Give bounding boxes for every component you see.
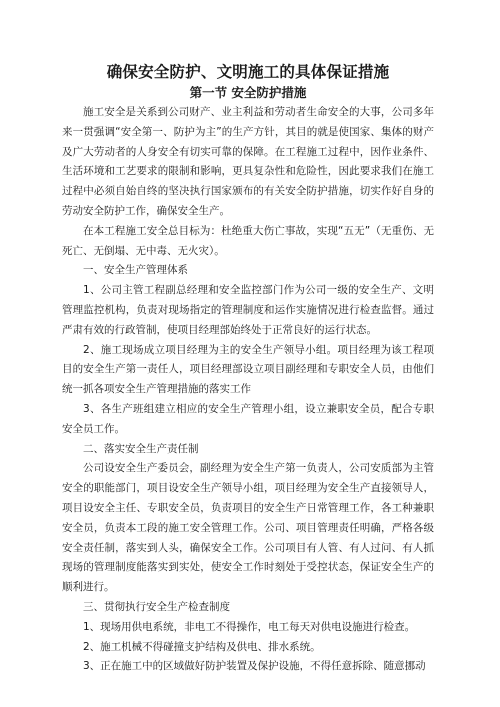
subheading-management-system: 一、安全生产管理体系 [83,264,188,277]
paragraph: 在本工程施工安全总目标为：杜绝重大伤亡事故，实现“五无”（无重伤、无死亡、无倒塌、无中毒、无火灾）。 [62,224,434,257]
paragraph: 3、正在施工中的区域做好防护装置及保护设施，不得任意拆除、随意挪动 [83,660,426,673]
subheading-inspection-system: 三、贯彻执行安全生产检查制度 [83,600,230,613]
subheading-responsibility-system: 二、落实安全生产责任制 [83,442,199,455]
paragraph: 2、施工现场成立项目经理为主的安全生产领导小组。项目经理为该工程项目的安全生产第一责任人，项目经理部设立项目副经理和专职安全人员，由他们统一抓各项安全生产管理措施的落实工作 [62,343,434,396]
paragraph: 施工安全是关系到公司财产、业主利益和劳动者生命安全的大事，公司多年来一贯强调“安全第一、防护为主”的生产方针，其目的就是使国家、集体的财产及广大劳动者的人身安全有切实可靠的保障。在工程施工过程中，因作业条件、生活环境和工艺要求的限制和影响，更具复杂性和危险性，因此要求我们在施工过程中必须自始自终的坚决执行国家颁布的有关安全防护措施，切实作好自身的劳动安全防护工作，确保安全生产。 [62,106,434,217]
paragraph: 1、公司主管工程副总经理和安全监控部门作为公司一级的安全生产、文明管理监控机构，负责对现场指定的管理制度和运作实施情况进行检查监督。通过严肃有效的行政管制，使项目经理部始终处于正常良好的运行状态。 [62,284,434,336]
section-title: 第一节 安全防护措施 [189,85,307,100]
paragraph: 2、施工机械不得碰撞支护结构及供电、排水系统。 [83,640,321,653]
paragraph: 公司设安全生产委员会，副经理为安全生产第一负责人，公司安质部为主管安全的职能部门，项目设安全生产领导小组，项目经理为安全生产直接领导人，项目设安全主任、专职安全员，负责项目的安全生产日常管理工作，各工种兼职安全员，负责本工段的施工安全管理工作。公司、项目管理责任明确，严格各级安全责任制，落实到人头，确保安全工作。公司项目有人管、有人过问、有人抓现场的管理制度能落实到实处，使安全工作时刻处于受控状态，保证安全生产的顺利进行。 [62,462,434,594]
document-title: 确保安全防护、文明施工的具体保证措施 [106,63,390,81]
paragraph: 3、各生产班组建立相应的安全生产管理小组，设立兼职安全员，配合专职安全员工作。 [62,402,434,435]
paragraph: 1、现场用供电系统，非电工不得操作，电工每天对供电设施进行检查。 [83,620,416,633]
